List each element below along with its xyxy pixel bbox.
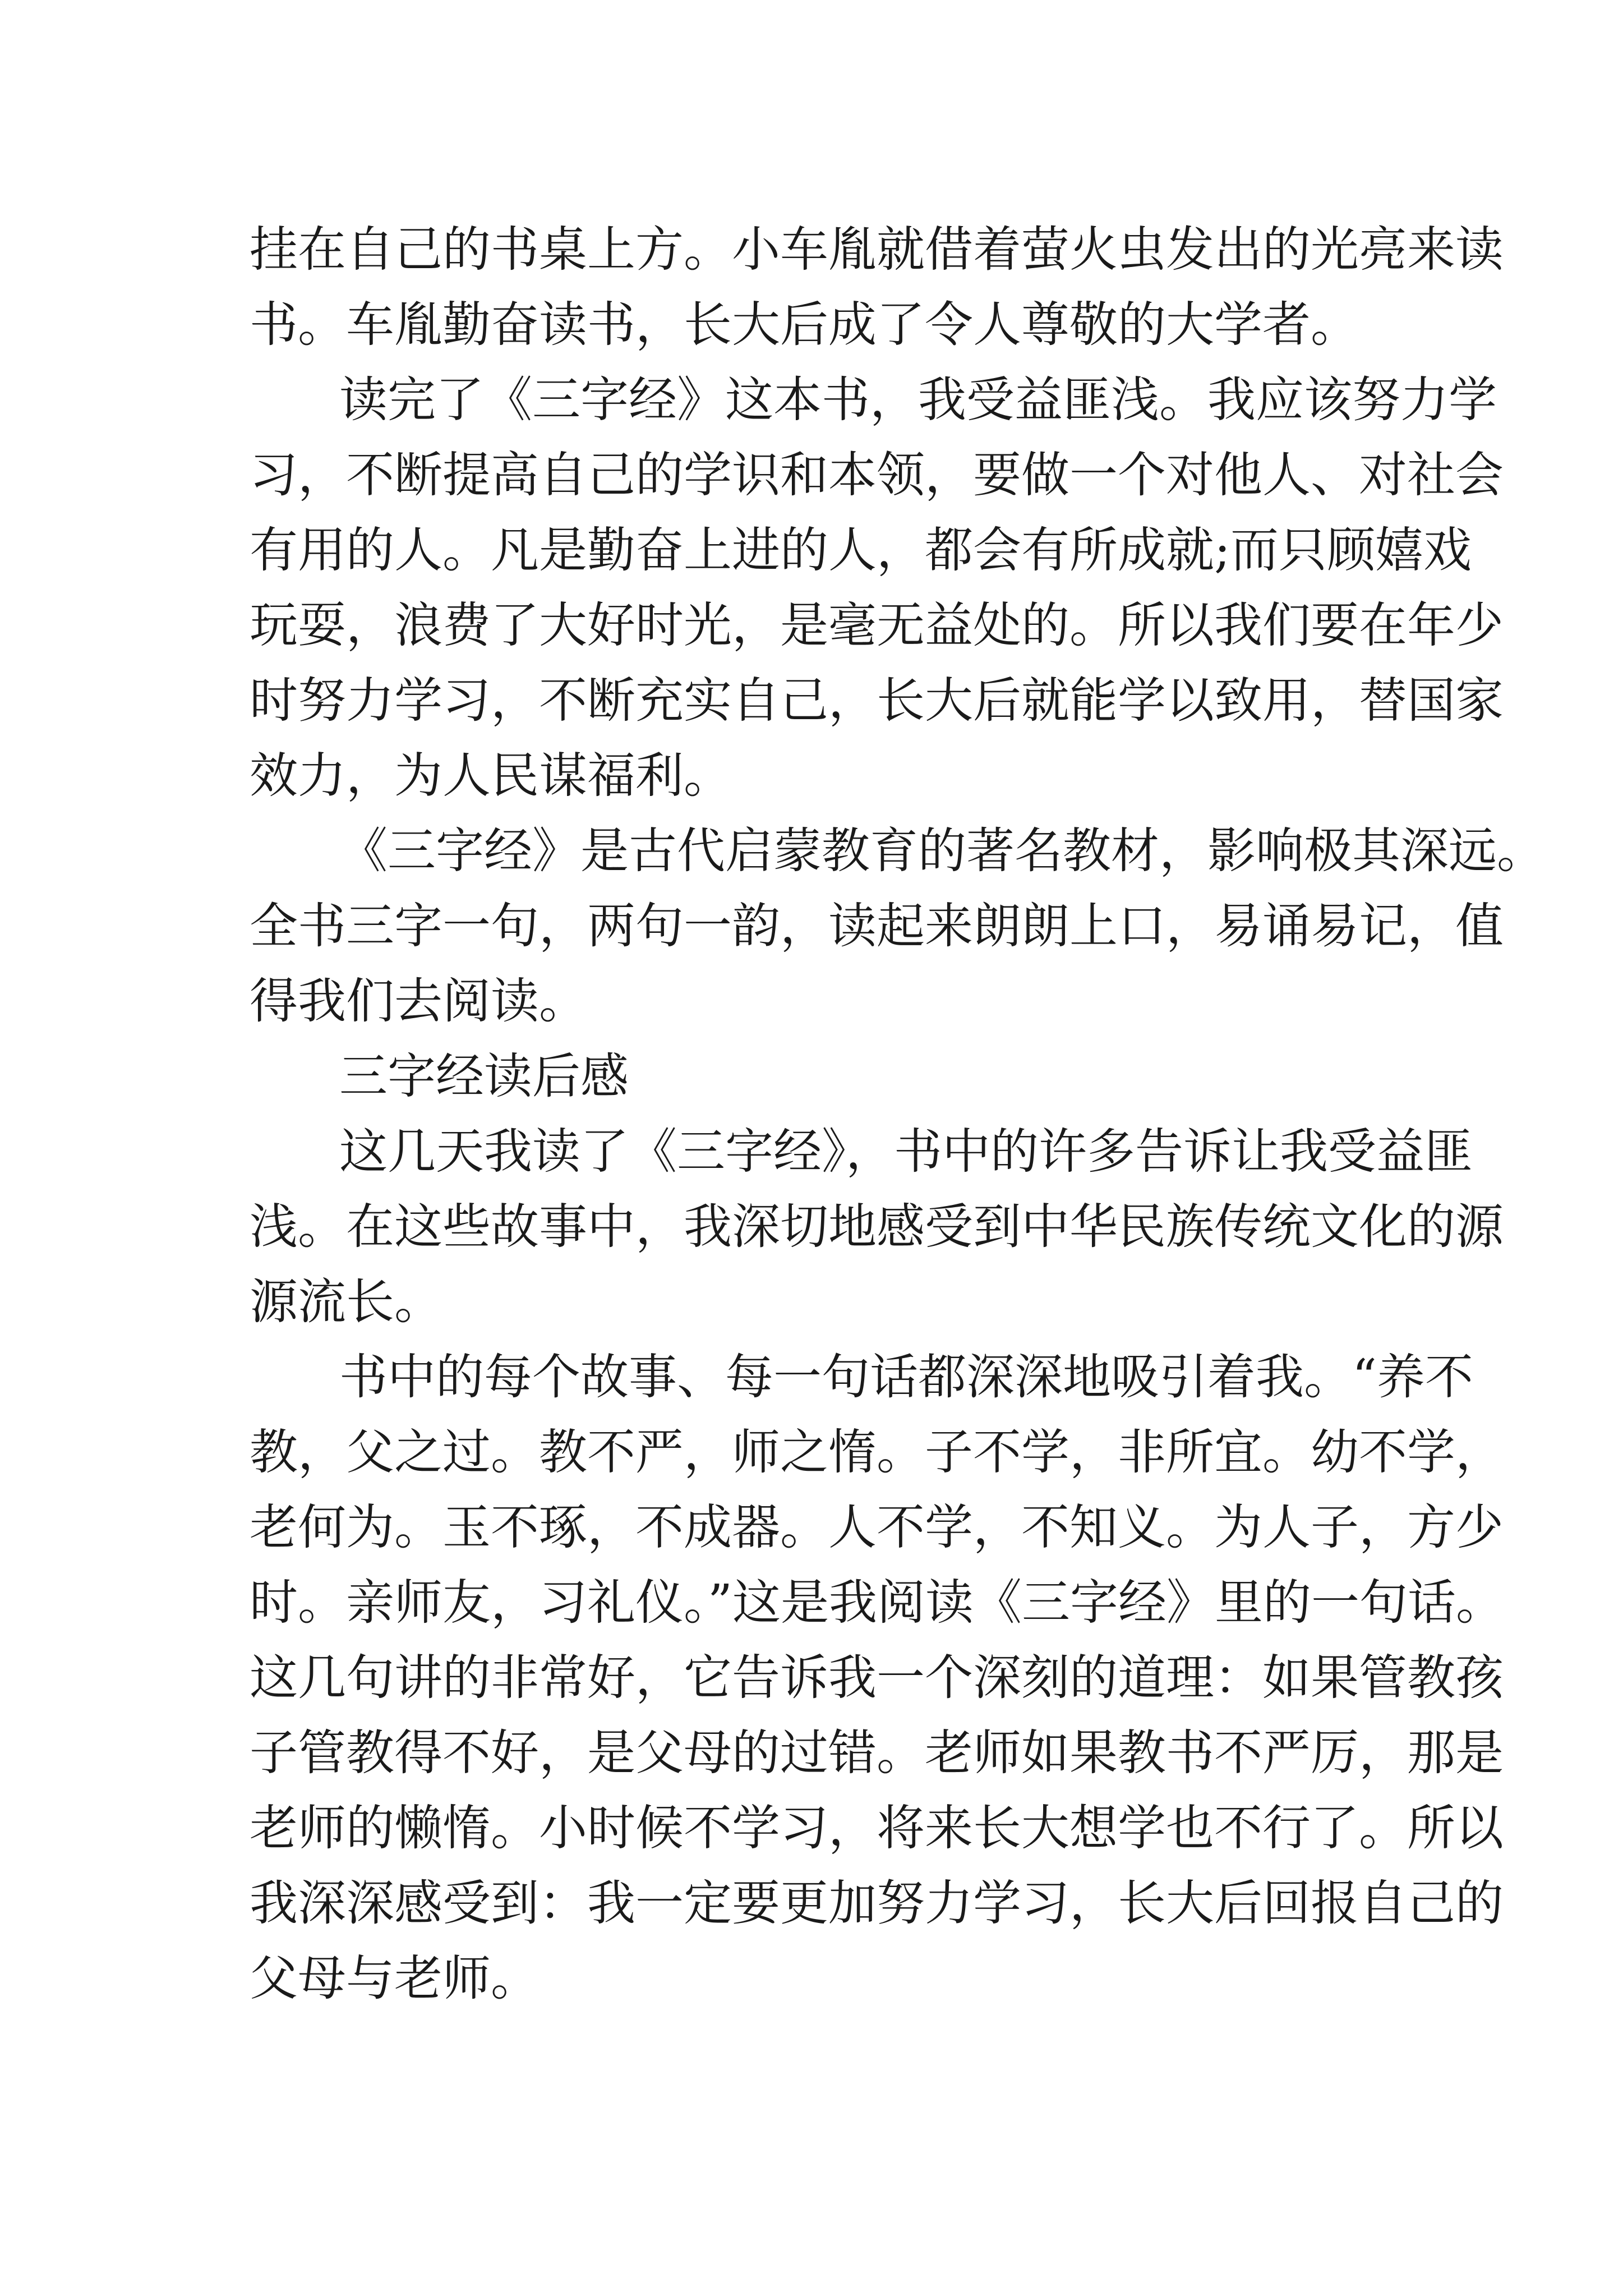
paragraph-start-line: 读完了《三字经》这本书，我受益匪浅。我应该努力学 xyxy=(339,372,1497,428)
section-title: 三字经读后感 xyxy=(339,1048,629,1105)
text-line: 得我们去阅读。 xyxy=(250,973,587,1029)
text-line: 我深深感受到：我一定要更加努力学习，长大后回报自己的 xyxy=(250,1875,1504,1931)
text-line: 父母与老师。 xyxy=(250,1950,539,2007)
text-line: 习，不断提高自己的学识和本领，要做一个对他人、对社会 xyxy=(250,447,1504,503)
text-line: 教，父之过。教不严，师之惰。子不学，非所宜。幼不学， xyxy=(250,1424,1504,1480)
text-line: 浅。在这些故事中，我深切地感受到中华民族传统文化的源 xyxy=(250,1199,1504,1255)
text-line: 有用的人。凡是勤奋上进的人，都会有所成就;而只顾嬉戏 xyxy=(250,522,1472,578)
text-line: 时。亲师友，习礼仪。”这是我阅读《三字经》里的一句话。 xyxy=(250,1575,1504,1631)
paragraph-start-line: 书中的每个故事、每一句话都深深地吸引着我。“养不 xyxy=(339,1349,1473,1405)
text-line: 挂在自己的书桌上方。小车胤就借着萤火虫发出的光亮来读 xyxy=(250,222,1504,278)
text-line: 全书三字一句，两句一韵，读起来朗朗上口，易诵易记，值 xyxy=(250,898,1504,954)
text-line: 玩耍，浪费了大好时光，是毫无益处的。所以我们要在年少 xyxy=(250,597,1504,654)
document-body xyxy=(250,212,1545,2016)
text-line: 书。车胤勤奋读书，长大后成了令人尊敬的大学者。 xyxy=(250,297,1359,353)
text-line: 源流长。 xyxy=(250,1274,442,1330)
text-line: 时努力学习，不断充实自己，长大后就能学以致用，替国家 xyxy=(250,673,1504,729)
text-line: 子管教得不好，是父母的过错。老师如果教书不严厉，那是 xyxy=(250,1725,1504,1781)
text-line: 老师的懒惰。小时候不学习，将来长大想学也不行了。所以 xyxy=(250,1800,1504,1856)
text-line: 老何为。玉不琢，不成器。人不学，不知义。为人子，方少 xyxy=(250,1499,1504,1556)
paragraph-start-line: 《三字经》是古代启蒙教育的著名教材，影响极其深远。 xyxy=(339,823,1545,879)
text-line: 这几句讲的非常好，它告诉我一个深刻的道理：如果管教孩 xyxy=(250,1650,1504,1706)
paragraph-start-line: 这几天我读了《三字经》，书中的许多告诉让我受益匪 xyxy=(339,1124,1473,1180)
text-line: 效力，为人民谋福利。 xyxy=(250,748,732,804)
